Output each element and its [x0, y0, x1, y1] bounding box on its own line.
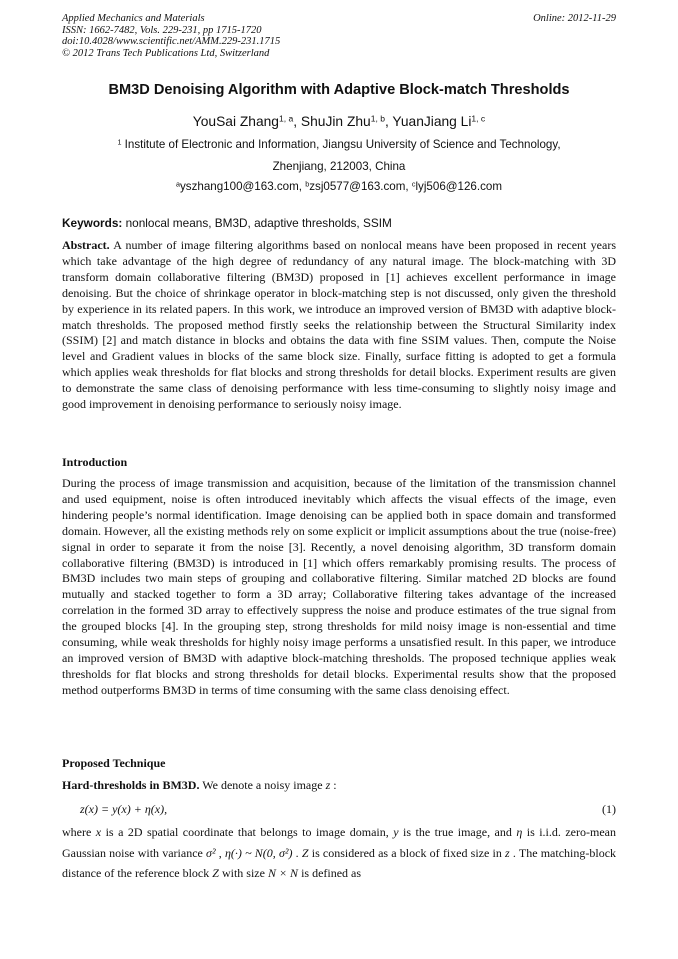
math-variable: y	[393, 825, 399, 839]
subsection-text: We denote a noisy image	[199, 778, 326, 792]
author-separator: ,	[293, 114, 301, 129]
math-variable: Z	[301, 845, 309, 860]
author-name: YuanJiang Li	[392, 114, 472, 129]
affiliation-mark: 1	[117, 137, 122, 147]
author-affiliation-mark: 1, b	[370, 113, 385, 124]
math-variable: σ²	[206, 845, 216, 860]
email-address[interactable]: zsj0577@163.com	[309, 180, 406, 193]
math-variable: η	[516, 825, 523, 839]
email-separator: ,	[405, 180, 412, 193]
math-expression: N × N	[267, 866, 299, 880]
explanation-text: is considered as a block of fixed size in	[308, 845, 506, 860]
journal-copyright: © 2012 Trans Tech Publications Ltd, Switzerland	[62, 47, 270, 59]
explanation-text: is i.i.d. zero-mean Gaussian noise with variance	[62, 825, 616, 860]
email-mark: a	[176, 179, 180, 189]
hard-thresholds-paragraph	[62, 778, 616, 793]
author-affiliation-mark: 1, a	[278, 113, 294, 124]
keywords-label: Keywords:	[62, 216, 123, 230]
keywords	[62, 216, 392, 230]
explanation-text: is defined as	[298, 866, 362, 880]
explanation-text: where	[62, 825, 96, 839]
affiliation-text: Institute of Electronic and Information, Jiangsu University of Science and Technology,	[121, 138, 561, 151]
math-variable: z	[505, 845, 510, 860]
equation-explanation	[62, 822, 616, 884]
journal-header	[62, 13, 616, 59]
affiliation-line-2: Zhenjiang, 212003, China	[272, 160, 406, 173]
affiliation-line-1	[30, 138, 648, 151]
equation-number: (1)	[602, 802, 616, 816]
subsection-heading: Hard-thresholds in BM3D.	[62, 778, 200, 792]
author-name: YouSai Zhang	[192, 114, 279, 129]
abstract	[62, 238, 616, 413]
subsection-text-end: :	[330, 778, 337, 792]
journal-issn: ISSN: 1662-7482, Vols. 229-231, pp 1715-1720	[62, 24, 262, 36]
equation-1	[80, 802, 616, 817]
explanation-text: ,	[215, 845, 225, 860]
journal-doi[interactable]: doi:10.4028/www.scientific.net/AMM.229-231.1715	[62, 36, 281, 48]
equation-body: z(x) = y(x) + η(x),	[80, 802, 168, 816]
math-expression: η(·) ~ N(0, σ²)	[224, 845, 293, 860]
introduction-body: During the process of image transmission and acquisition, because of the limitation of the transmission channel and used equipment, noise is often introduced inevitably which affects the visual effects of the image, even hindering people’s normal identification. Image denoising can be applied both in space domain and transformed domain. However, all the existing methods rely on some explicit or implicit assumptions about the true (noise-free) signal in order to separate it from the noise [3]. Recently, a novel denoising algorithm, 3D transform domain collaborative filtering (BM3D) is introduced in [1] which offers remarkably promising results. The process of BM3D includes two main steps of grouping and collaborative filtering. Similar matched 2D blocks are found mutually and stacked together to form a 3D array; Collaborative filtering takes advantage of the increased correlation in the formed 3D array to effectively suppress the noise and produce estimates of the true signal from the grouped blocks [4]. In the grouping step, strong thresholds for mild noisy image is non-essential and time consuming, while weak thresholds for highly noisy image performs a unsatisfied result. In this paper, we introduce an improved version of BM3D with adaptive block-matching thresholds. The proposed technique applies weak thresholds for flat blocks and strong thresholds for detail blocks. Experimental results show that the proposed method outperforms BM3D in terms of time consuming with the same class denoising effect.	[62, 476, 616, 697]
explanation-text: is a 2D spatial coordinate that belongs to image domain,	[101, 825, 394, 839]
explanation-text: .	[292, 845, 302, 860]
author-name: ShuJin Zhu	[300, 114, 371, 129]
email-list	[30, 180, 648, 193]
author-list	[30, 114, 648, 129]
paper-title: BM3D Denoising Algorithm with Adaptive Block-match Thresholds	[108, 82, 570, 98]
abstract-text: A number of image filtering algorithms based on nonlocal means have been proposed in recent years which take advantage of the high degree of redundancy of any natural image. The block-matching with 3D transform domain collaborative filtering (BM3D) proposed in [1] achieves excellent performance in image denoising. But the choice of shrinkage operator in block-matching step is not discussed, only given the threshold by experience in its related papers. In this work, we introduce an improved version of BM3D with adaptive block-match thresholds. The proposed method firstly seeks the relationship between the Structural Similarity index (SSIM) [2] and match distance in blocks and obtains the data with fine SSIM values. Then, compute the Noise level and Gradient values in blocks of the same block size. Finally, surface fitting is adopted to get a formula which applies weak thresholds for flat blocks and strong thresholds for detail blocks. Experiment results are given to demonstrate the same class of denoising performance with less time-consuming to slightly noisy image and good improvement in denoising performance to seriously noisy image.	[62, 238, 616, 412]
math-variable: z	[325, 778, 331, 792]
math-variable: x	[95, 825, 102, 839]
explanation-text: is the true image, and	[398, 825, 517, 839]
author-affiliation-mark: 1, c	[471, 113, 486, 124]
online-date: Online: 2012-11-29	[533, 13, 616, 24]
author-separator: ,	[384, 114, 393, 129]
keywords-text: nonlocal means, BM3D, adaptive thresholds, SSIM	[122, 216, 392, 230]
email-address[interactable]: yszhang100@163.com	[180, 180, 299, 193]
explanation-text: with size	[218, 866, 268, 880]
section-heading-proposed: Proposed Technique	[62, 756, 166, 770]
explanation-text: . The matching-block distance of the reference block	[62, 845, 617, 880]
abstract-label: Abstract.	[62, 238, 110, 252]
email-mark: b	[305, 179, 310, 189]
email-separator: ,	[298, 180, 306, 193]
math-variable: Z	[212, 866, 219, 880]
journal-name: Applied Mechanics and Materials	[62, 13, 205, 24]
section-heading-introduction: Introduction	[62, 455, 128, 469]
email-address[interactable]: lyj506@126.com	[415, 180, 502, 193]
email-mark: c	[411, 179, 416, 189]
